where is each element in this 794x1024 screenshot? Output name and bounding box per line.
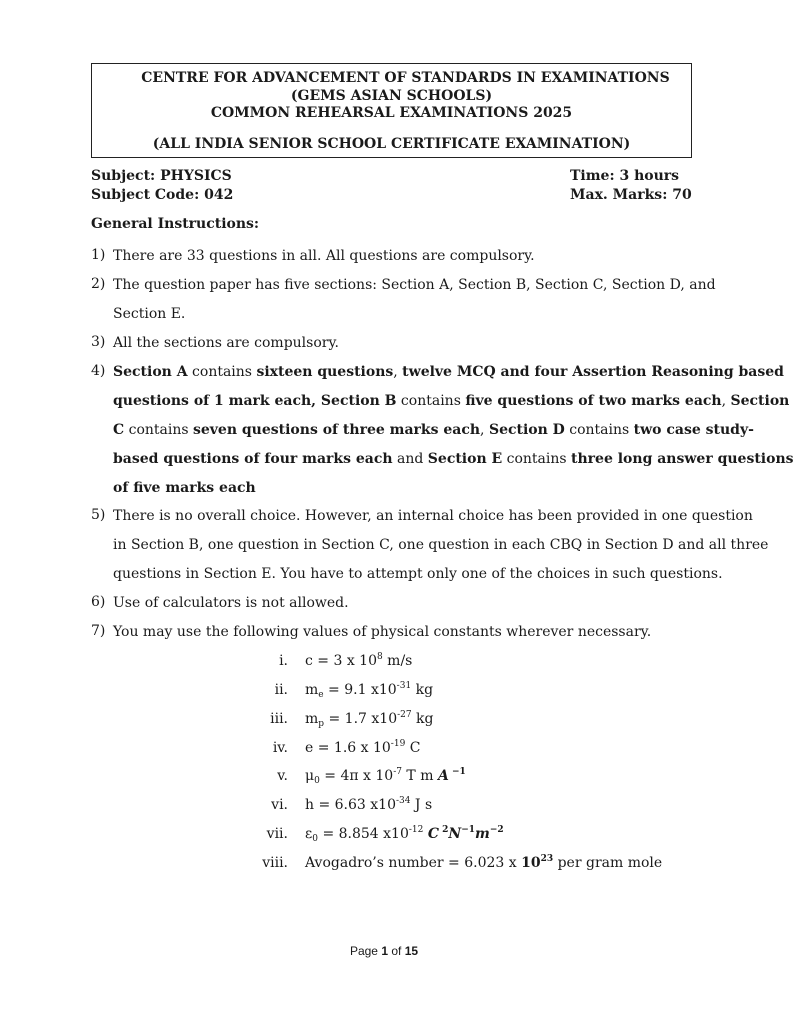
text-run: = 1.7 x10 (324, 711, 398, 727)
subscript: p (318, 719, 325, 729)
instruction-text-line (113, 363, 784, 392)
constant-number: v. (277, 768, 288, 784)
page-of-label: of (388, 944, 405, 958)
text-run: e = 1.6 x 10 (305, 740, 391, 756)
subject-label: Subject: PHYSICS (91, 168, 232, 184)
max-marks-label: Max. Marks: 70 (570, 187, 692, 203)
superscript: 23 (540, 854, 554, 864)
subscript: 0 (312, 834, 318, 844)
text-run-bold: questions of 1 mark each, Section B (113, 393, 397, 409)
text-run: contains (396, 393, 466, 409)
constant-value (305, 739, 420, 757)
instruction-text-line: The question paper has five sections: Section A, Section B, Section C, Section D, and (113, 277, 716, 293)
constant-number: viii. (262, 855, 288, 871)
instruction-text: All the sections are compulsory. (113, 335, 339, 351)
constant-number: iii. (270, 711, 288, 727)
instruction-text-line (113, 392, 790, 421)
instruction-number: 4) (91, 363, 106, 379)
instruction-text: You may use the following values of physical constants wherever necessary. (113, 624, 652, 640)
subscript: 0 (314, 776, 320, 786)
constant-value (305, 710, 434, 728)
superscript: 8 (377, 652, 383, 662)
superscript: −1 (461, 825, 475, 835)
math-symbol: 10 (521, 855, 541, 871)
superscript: -34 (395, 796, 411, 806)
constant-value (305, 796, 432, 814)
constant-value (305, 681, 433, 699)
superscript: -27 (397, 710, 412, 720)
total-pages-number: 15 (404, 944, 419, 958)
instruction-text-line: questions in Section E. You have to attempt only one of the choices in such questions. (113, 566, 723, 582)
instruction-number: 2) (91, 276, 106, 292)
constant-value (305, 825, 504, 843)
superscript: −1 (448, 767, 466, 777)
text-run: m (305, 682, 319, 698)
subject-code-label: Subject Code: 042 (91, 187, 234, 203)
section-d-label: Section D (488, 422, 565, 438)
constant-value (305, 854, 662, 872)
instruction-text: Use of calculators is not allowed. (113, 595, 349, 611)
section-a-label: Section A (113, 364, 188, 380)
instruction-text-line: in Section B, one question in Section C, one question in each CBQ in Section D and all three (113, 537, 769, 553)
text-run: kg (411, 711, 434, 727)
exam-header-box (91, 63, 692, 158)
math-symbol: A (437, 768, 449, 784)
text-run: = 4π x 10 (319, 768, 394, 784)
text-run: c = 3 x 10 (305, 653, 377, 669)
text-run: contains (564, 422, 634, 438)
instruction-number: 6) (91, 594, 106, 610)
text-run: , (721, 393, 731, 409)
superscript: -7 (393, 767, 402, 777)
text-run: , (480, 422, 489, 438)
instruction-number: 5) (91, 507, 106, 523)
constant-number: i. (279, 653, 288, 669)
math-symbol: C (427, 826, 439, 842)
instruction-number: 1) (91, 247, 106, 263)
text-run: ε (305, 826, 313, 842)
header-line-board: (ALL INDIA SENIOR SCHOOL CERTIFICATE EXAMINATION) (152, 136, 631, 152)
section-e-label: Section E (427, 451, 503, 467)
instruction-number: 7) (91, 623, 106, 639)
text-run: T m (401, 768, 438, 784)
time-label: Time: 3 hours (570, 168, 680, 184)
text-run-bold: of five marks each (113, 480, 256, 496)
text-run-bold: C (113, 422, 125, 438)
instruction-text-line (113, 479, 723, 508)
superscript: -12 (408, 825, 424, 835)
text-run: = 8.854 x10 (318, 826, 409, 842)
text-run-bold: two case study- (633, 422, 754, 438)
constant-value (305, 767, 466, 785)
superscript: -19 (390, 739, 406, 749)
text-run: m/s (382, 653, 413, 669)
text-run: per gram mole (553, 855, 663, 871)
superscript: −2 (489, 825, 504, 835)
text-run: contains (124, 422, 193, 438)
text-run: C (405, 740, 421, 756)
subscript: e (318, 690, 324, 700)
text-run-bold: five questions of two marks each (465, 393, 722, 409)
text-run: contains (502, 451, 572, 467)
instruction-text-line: Section E. (113, 306, 186, 322)
constant-number: vii. (266, 826, 288, 842)
text-run-bold: based questions of four marks each (113, 451, 393, 467)
constant-value (305, 652, 412, 670)
text-run: kg (411, 682, 434, 698)
text-run: = 9.1 x10 (323, 682, 397, 698)
text-run-bold: seven questions of three marks each (193, 422, 481, 438)
superscript: 2 (438, 825, 449, 835)
text-run-bold: twelve MCQ and four Assertion Reasoning based (402, 364, 784, 380)
math-symbol: N (448, 826, 462, 842)
constant-number: vi. (271, 797, 288, 813)
text-run: contains (187, 364, 257, 380)
general-instructions-title: General Instructions: (91, 216, 260, 232)
math-symbol: m (475, 826, 490, 842)
instruction-text-line: There is no overall choice. However, an internal choice has been provided in one question (113, 508, 753, 524)
constant-number: ii. (274, 682, 288, 698)
instruction-text: There are 33 questions in all. All questions are compulsory. (113, 248, 535, 264)
current-page-number: 1 (381, 944, 388, 958)
instruction-text-line (113, 421, 754, 450)
instruction-text-line (113, 450, 794, 479)
instruction-number: 3) (91, 334, 106, 350)
header-line-exam: COMMON REHEARSAL EXAMINATIONS 2025 (210, 105, 573, 121)
page-label: Page (349, 944, 382, 958)
text-run: , (393, 364, 403, 380)
text-run: Avogadro’s number = 6.023 x (305, 855, 522, 871)
text-run-bold: sixteen questions (256, 364, 394, 380)
page-footer (0, 943, 768, 959)
text-run: and (392, 451, 428, 467)
text-run-bold: three long answer questions (571, 451, 794, 467)
text-run: h = 6.63 x10 (305, 797, 396, 813)
constant-number: iv. (272, 740, 288, 756)
text-run-bold: Section (730, 393, 790, 409)
text-run: μ (305, 768, 315, 784)
text-run: m (305, 711, 319, 727)
header-line-school: (GEMS ASIAN SCHOOLS) (290, 88, 493, 104)
superscript: -31 (396, 681, 412, 691)
header-line-centre: CENTRE FOR ADVANCEMENT OF STANDARDS IN EXAMINATIONS (141, 70, 670, 86)
text-run: J s (410, 797, 433, 813)
